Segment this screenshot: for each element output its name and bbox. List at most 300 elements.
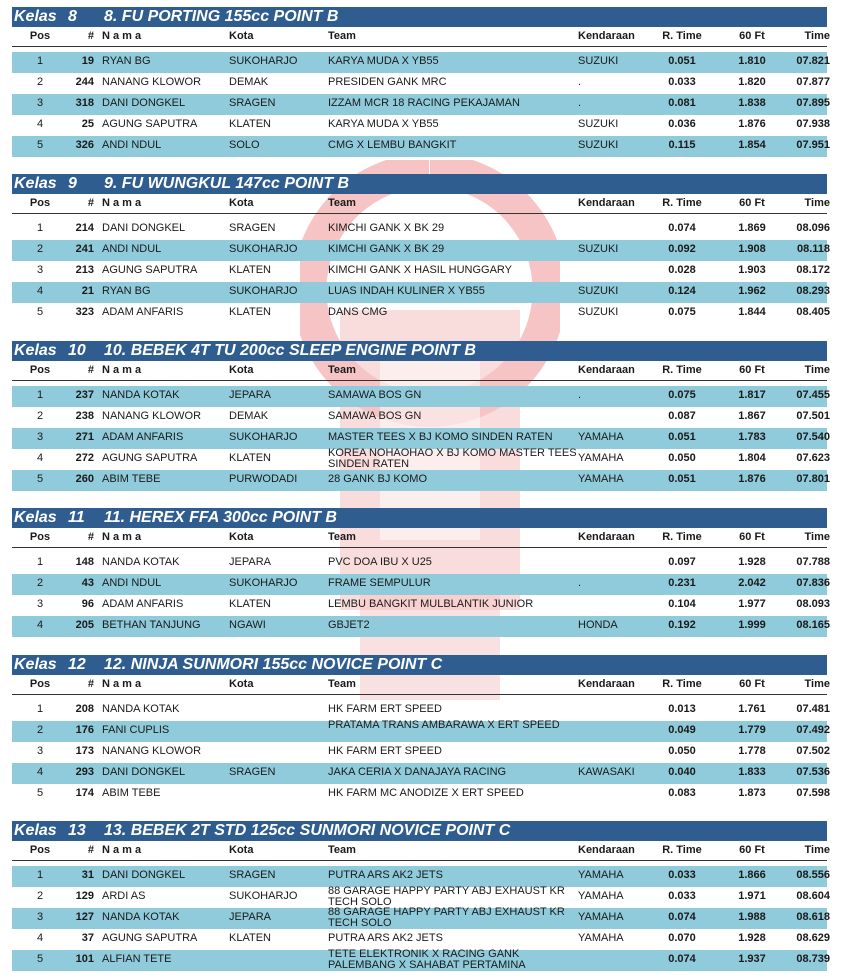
cell-pos: 5 <box>36 953 44 965</box>
table-row <box>12 52 830 73</box>
kelas-number: 12 <box>68 656 86 673</box>
col-number: # <box>87 364 94 376</box>
cell-kendaraan: SUZUKI <box>578 118 619 130</box>
cell-kendaraan: SUZUKI <box>578 55 619 67</box>
table-row <box>12 448 830 470</box>
col-rtime: R. Time <box>662 197 702 209</box>
table-row <box>12 407 830 428</box>
cell-pos: 4 <box>36 766 44 778</box>
cell-pos: 1 <box>36 556 44 568</box>
cell-team: 88 GARAGE HAPPY PARTY ABJ EXHAUST KR TECH SOLO <box>328 886 565 908</box>
table-row <box>12 763 830 784</box>
cell-team: KARYA MUDA X YB55 <box>328 55 439 67</box>
cell-name: RYAN BG <box>102 285 151 297</box>
cell-kendaraan: YAMAHA <box>578 473 624 485</box>
cell-number: 173 <box>75 745 94 757</box>
cell-kota: JEPARA <box>229 389 271 401</box>
results-section-kelas-10 <box>12 341 830 491</box>
table-row <box>12 470 830 491</box>
cell-number: 19 <box>81 55 94 67</box>
cell-team: KIMCHI GANK X HASIL HUNGGARY <box>328 264 512 276</box>
cell-number: 326 <box>75 139 94 151</box>
col-rtime: R. Time <box>662 678 702 690</box>
cell-kendaraan: YAMAHA <box>578 869 624 881</box>
cell-time: 08.093 <box>796 598 830 610</box>
cell-team: HK FARM ERT SPEED <box>328 745 442 757</box>
cell-number: 260 <box>75 473 94 485</box>
col-kendaraan: Kendaraan <box>578 30 635 42</box>
cell-number: 31 <box>81 869 94 881</box>
cell-name: NANANG KLOWOR <box>102 410 202 422</box>
table-row <box>12 136 830 157</box>
cell-team: 28 GANK BJ KOMO <box>328 473 428 485</box>
cell-kendaraan: SUZUKI <box>578 139 619 151</box>
cell-60ft: 1.988 <box>738 911 766 923</box>
cell-kota: JEPARA <box>229 911 271 923</box>
cell-kota: NGAWI <box>229 619 266 631</box>
cell-time: 07.481 <box>796 703 830 715</box>
cell-60ft: 1.854 <box>738 139 766 151</box>
cell-number: 271 <box>75 431 94 443</box>
table-row <box>12 866 830 887</box>
cell-number: 293 <box>75 766 94 778</box>
table-header <box>12 675 830 695</box>
cell-name: DANI DONGKEL <box>102 97 186 109</box>
table-row <box>12 574 830 595</box>
cell-rtime: 0.192 <box>668 619 696 631</box>
cell-kota: SUKOHARJO <box>229 890 298 902</box>
class-title: 13. BEBEK 2T STD 125cc SUNMORI NOVICE POINT C <box>104 822 511 839</box>
col-team: Team <box>328 678 356 690</box>
cell-kendaraan: . <box>578 76 582 88</box>
class-title: 10. BEBEK 4T TU 200cc SLEEP ENGINE POINT B <box>104 342 476 359</box>
cell-60ft: 1.876 <box>738 118 766 130</box>
cell-time: 07.788 <box>796 556 830 568</box>
cell-kota: KLATEN <box>229 452 271 464</box>
cell-time: 07.836 <box>796 577 830 589</box>
cell-rtime: 0.074 <box>668 222 696 234</box>
cell-60ft: 1.873 <box>738 787 766 799</box>
cell-name: RYAN BG <box>102 55 151 67</box>
cell-name: ADAM ANFARIS <box>102 306 184 318</box>
cell-pos: 5 <box>36 473 44 485</box>
table-row <box>12 929 830 950</box>
kelas-label: Kelas <box>14 656 57 673</box>
cell-60ft: 1.962 <box>738 285 766 297</box>
cell-team: HK FARM MC ANODIZE X ERT SPEED <box>328 787 524 799</box>
cell-kota: KLATEN <box>229 264 271 276</box>
col-name: N a m a <box>102 844 142 856</box>
cell-rtime: 0.033 <box>668 890 696 902</box>
cell-60ft: 1.937 <box>738 953 766 965</box>
col-team: Team <box>328 197 356 209</box>
col-pos: Pos <box>29 678 51 690</box>
cell-number: 96 <box>81 598 94 610</box>
cell-60ft: 1.761 <box>738 703 766 715</box>
cell-pos: 2 <box>36 410 44 422</box>
col-name: N a m a <box>102 30 142 42</box>
cell-team: GBJET2 <box>328 619 370 631</box>
table-row <box>12 282 830 303</box>
cell-time: 08.739 <box>796 953 830 965</box>
cell-time: 08.405 <box>796 306 830 318</box>
cell-pos: 3 <box>36 97 44 109</box>
cell-60ft: 1.844 <box>738 306 766 318</box>
cell-pos: 1 <box>36 703 44 715</box>
cell-team: CMG X LEMBU BANGKIT <box>328 139 457 151</box>
class-title: 11. HEREX FFA 300cc POINT B <box>104 509 337 526</box>
kelas-number: 13 <box>68 822 86 839</box>
col-number: # <box>87 197 94 209</box>
kelas-label: Kelas <box>14 509 57 526</box>
kelas-number: 9 <box>68 175 77 192</box>
col-pos: Pos <box>29 531 51 543</box>
table-row <box>12 115 830 136</box>
col-kendaraan: Kendaraan <box>578 364 635 376</box>
cell-rtime: 0.097 <box>668 556 696 568</box>
cell-time: 07.877 <box>796 76 830 88</box>
cell-rtime: 0.033 <box>668 76 696 88</box>
cell-pos: 1 <box>36 389 44 401</box>
cell-rtime: 0.074 <box>668 953 696 965</box>
cell-rtime: 0.049 <box>668 724 696 736</box>
cell-number: 129 <box>75 890 94 902</box>
cell-time: 07.536 <box>796 766 830 778</box>
kelas-number: 10 <box>68 342 86 359</box>
cell-number: 127 <box>75 911 94 923</box>
cell-name: DANI DONGKEL <box>102 766 186 778</box>
cell-kendaraan: KAWASAKI <box>578 766 635 778</box>
cell-name: AGUNG SAPUTRA <box>102 452 198 464</box>
cell-number: 176 <box>75 724 94 736</box>
cell-team: KOREA NOHAOHAO X BJ KOMO MASTER TEES SINDEN RATEN <box>328 448 577 470</box>
cell-number: 214 <box>75 222 94 234</box>
cell-rtime: 0.051 <box>668 473 696 485</box>
col-pos: Pos <box>29 197 51 209</box>
cell-name: DANI DONGKEL <box>102 869 186 881</box>
cell-team: KIMCHI GANK X BK 29 <box>328 243 445 255</box>
table-header <box>12 361 830 381</box>
col-team: Team <box>328 364 356 376</box>
col-time: Time <box>804 678 830 690</box>
cell-name: ADAM ANFARIS <box>102 431 184 443</box>
cell-pos: 1 <box>36 222 44 234</box>
table-row <box>12 907 830 929</box>
col-kendaraan: Kendaraan <box>578 844 635 856</box>
cell-number: 205 <box>75 619 94 631</box>
cell-pos: 4 <box>36 285 44 297</box>
col-60ft: 60 Ft <box>739 364 765 376</box>
col-name: N a m a <box>102 678 142 690</box>
cell-team: PRESIDEN GANK MRC <box>328 76 447 88</box>
class-banner <box>12 821 827 841</box>
col-rtime: R. Time <box>662 844 702 856</box>
cell-time: 07.895 <box>796 97 830 109</box>
cell-60ft: 1.928 <box>738 932 766 944</box>
cell-number: 21 <box>81 285 94 297</box>
cell-time: 07.540 <box>796 431 830 443</box>
kelas-number: 8 <box>68 8 77 25</box>
results-section-kelas-9 <box>12 174 830 324</box>
class-banner <box>12 341 827 361</box>
table-row <box>12 949 830 971</box>
cell-number: 148 <box>75 556 94 568</box>
cell-60ft: 1.971 <box>738 890 766 902</box>
cell-pos: 2 <box>36 243 44 255</box>
cell-number: 37 <box>81 932 94 944</box>
cell-60ft: 1.783 <box>738 431 766 443</box>
table-row <box>12 886 830 908</box>
cell-pos: 3 <box>36 264 44 276</box>
cell-rtime: 0.231 <box>668 577 696 589</box>
cell-kendaraan: . <box>578 97 582 109</box>
table-row <box>12 219 830 240</box>
cell-rtime: 0.033 <box>668 869 696 881</box>
cell-time: 07.502 <box>796 745 830 757</box>
cell-kota: KLATEN <box>229 932 271 944</box>
cell-kendaraan: YAMAHA <box>578 932 624 944</box>
cell-team: HK FARM ERT SPEED <box>328 703 442 715</box>
cell-name: NANDA KOTAK <box>102 703 180 715</box>
cell-number: 213 <box>75 264 94 276</box>
cell-rtime: 0.124 <box>668 285 696 297</box>
col-kota: Kota <box>229 531 254 543</box>
cell-team: PVC DOA IBU X U25 <box>328 556 432 568</box>
results-section-kelas-8 <box>12 7 830 157</box>
cell-pos: 1 <box>36 55 44 67</box>
cell-60ft: 1.869 <box>738 222 766 234</box>
results-section-kelas-11 <box>12 508 830 637</box>
cell-60ft: 1.779 <box>738 724 766 736</box>
cell-number: 43 <box>81 577 94 589</box>
cell-name: ANDI NDUL <box>102 139 162 151</box>
cell-rtime: 0.092 <box>668 243 696 255</box>
cell-rtime: 0.115 <box>668 139 696 151</box>
cell-pos: 1 <box>36 869 44 881</box>
results-section-kelas-12 <box>12 655 830 805</box>
cell-name: ABIM TEBE <box>102 473 161 485</box>
table-row <box>12 261 830 282</box>
cell-number: 237 <box>75 389 94 401</box>
table-header <box>12 528 830 548</box>
col-60ft: 60 Ft <box>739 30 765 42</box>
cell-number: 318 <box>75 97 94 109</box>
col-kota: Kota <box>229 678 254 690</box>
cell-60ft: 1.903 <box>738 264 766 276</box>
cell-kendaraan: . <box>578 577 582 589</box>
kelas-label: Kelas <box>14 175 57 192</box>
cell-pos: 2 <box>36 577 44 589</box>
cell-60ft: 1.908 <box>738 243 766 255</box>
cell-pos: 2 <box>36 724 44 736</box>
col-60ft: 60 Ft <box>739 197 765 209</box>
col-pos: Pos <box>29 364 51 376</box>
col-pos: Pos <box>29 30 51 42</box>
cell-rtime: 0.075 <box>668 306 696 318</box>
cell-team: PUTRA ARS AK2 JETS <box>328 869 443 881</box>
col-time: Time <box>804 531 830 543</box>
cell-rtime: 0.051 <box>668 431 696 443</box>
cell-time: 07.951 <box>796 139 830 151</box>
results-section-kelas-13 <box>12 821 830 971</box>
cell-kota: KLATEN <box>229 306 271 318</box>
cell-time: 07.455 <box>796 389 830 401</box>
cell-team: LUAS INDAH KULINER X YB55 <box>328 285 485 297</box>
cell-kota: SRAGEN <box>229 222 276 234</box>
col-kota: Kota <box>229 197 254 209</box>
cell-number: 25 <box>81 118 94 130</box>
col-number: # <box>87 844 94 856</box>
cell-60ft: 1.810 <box>738 55 766 67</box>
kelas-label: Kelas <box>14 342 57 359</box>
table-row <box>12 73 830 94</box>
col-number: # <box>87 531 94 543</box>
cell-pos: 5 <box>36 139 44 151</box>
cell-rtime: 0.013 <box>668 703 696 715</box>
cell-name: NANANG KLOWOR <box>102 745 202 757</box>
class-title: 9. FU WUNGKUL 147cc POINT B <box>104 175 350 192</box>
cell-team: MASTER TEES X BJ KOMO SINDEN RATEN <box>328 431 553 443</box>
cell-rtime: 0.028 <box>668 264 696 276</box>
cell-time: 08.118 <box>796 243 830 255</box>
cell-60ft: 1.838 <box>738 97 766 109</box>
col-60ft: 60 Ft <box>739 844 765 856</box>
cell-name: ALFIAN TETE <box>102 953 172 965</box>
cell-name: AGUNG SAPUTRA <box>102 932 198 944</box>
table-row <box>12 720 830 742</box>
col-name: N a m a <box>102 364 142 376</box>
cell-team: 88 GARAGE HAPPY PARTY ABJ EXHAUST KR TECH SOLO <box>328 907 565 929</box>
cell-name: DANI DONGKEL <box>102 222 186 234</box>
cell-rtime: 0.050 <box>668 745 696 757</box>
cell-kota: PURWODADI <box>229 473 298 485</box>
cell-number: 238 <box>75 410 94 422</box>
col-time: Time <box>804 364 830 376</box>
cell-time: 08.172 <box>796 264 830 276</box>
cell-kota: SUKOHARJO <box>229 431 298 443</box>
table-header <box>12 27 830 47</box>
cell-time: 07.501 <box>796 410 830 422</box>
col-kendaraan: Kendaraan <box>578 678 635 690</box>
class-title: 12. NINJA SUNMORI 155cc NOVICE POINT C <box>104 656 443 673</box>
cell-pos: 5 <box>36 787 44 799</box>
cell-kota: SUKOHARJO <box>229 243 298 255</box>
cell-rtime: 0.050 <box>668 452 696 464</box>
col-time: Time <box>804 197 830 209</box>
cell-name: ADAM ANFARIS <box>102 598 184 610</box>
cell-kota: DEMAK <box>229 76 269 88</box>
cell-team: PRATAMA TRANS AMBARAWA X ERT SPEED <box>328 720 560 731</box>
col-name: N a m a <box>102 531 142 543</box>
cell-pos: 3 <box>36 598 44 610</box>
table-row <box>12 784 830 805</box>
cell-name: AGUNG SAPUTRA <box>102 264 198 276</box>
col-rtime: R. Time <box>662 531 702 543</box>
cell-pos: 4 <box>36 452 44 464</box>
cell-team: KARYA MUDA X YB55 <box>328 118 439 130</box>
cell-name: ANDI NDUL <box>102 577 162 589</box>
cell-time: 07.938 <box>796 118 830 130</box>
cell-number: 101 <box>75 953 94 965</box>
table-row <box>12 553 830 574</box>
cell-kendaraan: HONDA <box>578 619 618 631</box>
cell-team: SAMAWA BOS GN <box>328 410 422 422</box>
cell-60ft: 1.928 <box>738 556 766 568</box>
table-row <box>12 742 830 763</box>
class-banner <box>12 174 827 194</box>
cell-pos: 4 <box>36 932 44 944</box>
cell-number: 244 <box>75 76 94 88</box>
table-row <box>12 94 830 115</box>
cell-team: KIMCHI GANK X BK 29 <box>328 222 445 234</box>
cell-name: NANDA KOTAK <box>102 556 180 568</box>
cell-kota: JEPARA <box>229 556 271 568</box>
cell-pos: 2 <box>36 76 44 88</box>
table-header <box>12 841 830 861</box>
col-team: Team <box>328 30 356 42</box>
cell-pos: 3 <box>36 911 44 923</box>
cell-kota: SUKOHARJO <box>229 577 298 589</box>
cell-number: 323 <box>75 306 94 318</box>
cell-rtime: 0.083 <box>668 787 696 799</box>
cell-kendaraan: . <box>578 389 582 401</box>
col-kota: Kota <box>229 844 254 856</box>
kelas-label: Kelas <box>14 8 57 25</box>
cell-rtime: 0.104 <box>668 598 696 610</box>
cell-60ft: 1.804 <box>738 452 766 464</box>
cell-number: 174 <box>75 787 94 799</box>
cell-kota: SOLO <box>229 139 260 151</box>
cell-team: FRAME SEMPULUR <box>328 577 431 589</box>
cell-60ft: 1.778 <box>738 745 766 757</box>
cell-number: 241 <box>75 243 94 255</box>
col-team: Team <box>328 844 356 856</box>
cell-rtime: 0.081 <box>668 97 696 109</box>
cell-name: AGUNG SAPUTRA <box>102 118 198 130</box>
cell-rtime: 0.040 <box>668 766 696 778</box>
cell-team: TETE ELEKTRONIK X RACING GANK PALEMBANG X SAHABAT PERTAMINA <box>328 949 526 971</box>
cell-rtime: 0.070 <box>668 932 696 944</box>
cell-kota: SUKOHARJO <box>229 55 298 67</box>
cell-kota: SRAGEN <box>229 869 276 881</box>
class-banner <box>12 655 827 675</box>
cell-kota: SRAGEN <box>229 97 276 109</box>
col-rtime: R. Time <box>662 364 702 376</box>
cell-rtime: 0.074 <box>668 911 696 923</box>
cell-name: BETHAN TANJUNG <box>102 619 201 631</box>
cell-kendaraan: YAMAHA <box>578 911 624 923</box>
cell-rtime: 0.075 <box>668 389 696 401</box>
cell-pos: 4 <box>36 118 44 130</box>
table-row <box>12 595 830 616</box>
kelas-number: 11 <box>68 509 85 526</box>
cell-time: 08.556 <box>796 869 830 881</box>
cell-name: NANANG KLOWOR <box>102 76 202 88</box>
cell-60ft: 1.867 <box>738 410 766 422</box>
col-time: Time <box>804 30 830 42</box>
table-row <box>12 303 830 324</box>
cell-60ft: 1.876 <box>738 473 766 485</box>
cell-pos: 5 <box>36 306 44 318</box>
cell-kendaraan: YAMAHA <box>578 431 624 443</box>
cell-60ft: 1.817 <box>738 389 766 401</box>
cell-time: 07.821 <box>796 55 830 67</box>
cell-name: ARDI AS <box>102 890 146 902</box>
col-team: Team <box>328 531 356 543</box>
col-60ft: 60 Ft <box>739 678 765 690</box>
col-60ft: 60 Ft <box>739 531 765 543</box>
cell-kendaraan: YAMAHA <box>578 452 624 464</box>
